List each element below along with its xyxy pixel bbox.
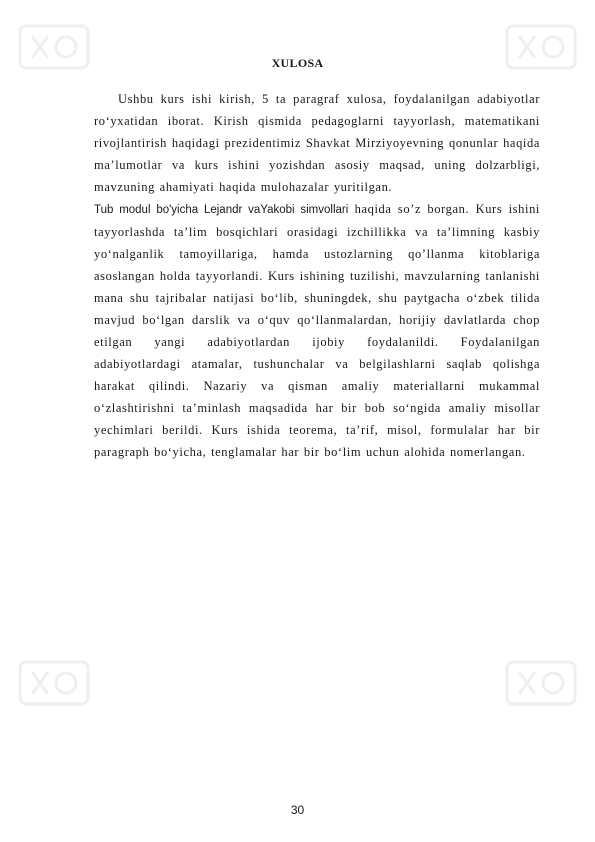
paragraph-rest: haqida so’z borgan. Kurs ishini tayyorlashda ta’lim bosqichlari orasidagi izchillikka va ta’limning kasbiy yo‘nalganlik tamoyillariga, hamda ustozlarning qo’llanma kitoblariga asoslangan holda tayyorlandi. Kurs ishining tuzilishi, mavzularning tanlanishi mana shu tajribalar natijasi bo‘lib, shuningdek, shu paytgacha o‘zbek tilida mavjud bo‘lgan darslik va o‘quv qo‘llanmalardan, horijiy davlatlarda chop etilgan yangi adabiyotlardan ijobiy foydalanildi. Foydalanilgan adabiyotlardagi atamalar, tushunchalar va belgilashlarni saqlab qolishga harakat qilindi. Nazariy va qisman amaliy materiallarni mukammal o‘zlashtirishni ta’minlash maqsadida har bir bob so‘ngida amaliy misollar yechimlari berildi. Kurs ishida teorema, ta’rif, misol, formulalar har bir paragraph bo‘yicha, tenglamalar har bir bo‘lim uchun alohida nomerlangan. <box>94 202 540 459</box>
paragraph-intro: Ushbu kurs ishi kirish, 5 ta paragraf xulosa, foydalanilgan adabiyotlar ro‘yxatidan iborat. Kirish qismida pedagoglarni tayyorlash, matematikani rivojlantirish haqidagi prezidentimiz Shavkat Mirziyoyevning qonunlar haqida ma’lumotlar va kurs ishini yozishdan asosiy maqsad, uning dolzarbligi, mavzuning ahamiyati haqida mulohazalar yuritilgan. <box>94 92 540 194</box>
page-number: 30 <box>290 803 305 817</box>
watermark-logo <box>18 660 90 706</box>
watermark-logo <box>505 660 577 706</box>
body-text <box>94 88 540 463</box>
page-title: XULOSA <box>271 56 324 70</box>
paragraph-main <box>94 198 540 463</box>
paragraph-lead: Tub modul bo'yicha Lejandr vaYakobi simvollari <box>94 204 349 216</box>
